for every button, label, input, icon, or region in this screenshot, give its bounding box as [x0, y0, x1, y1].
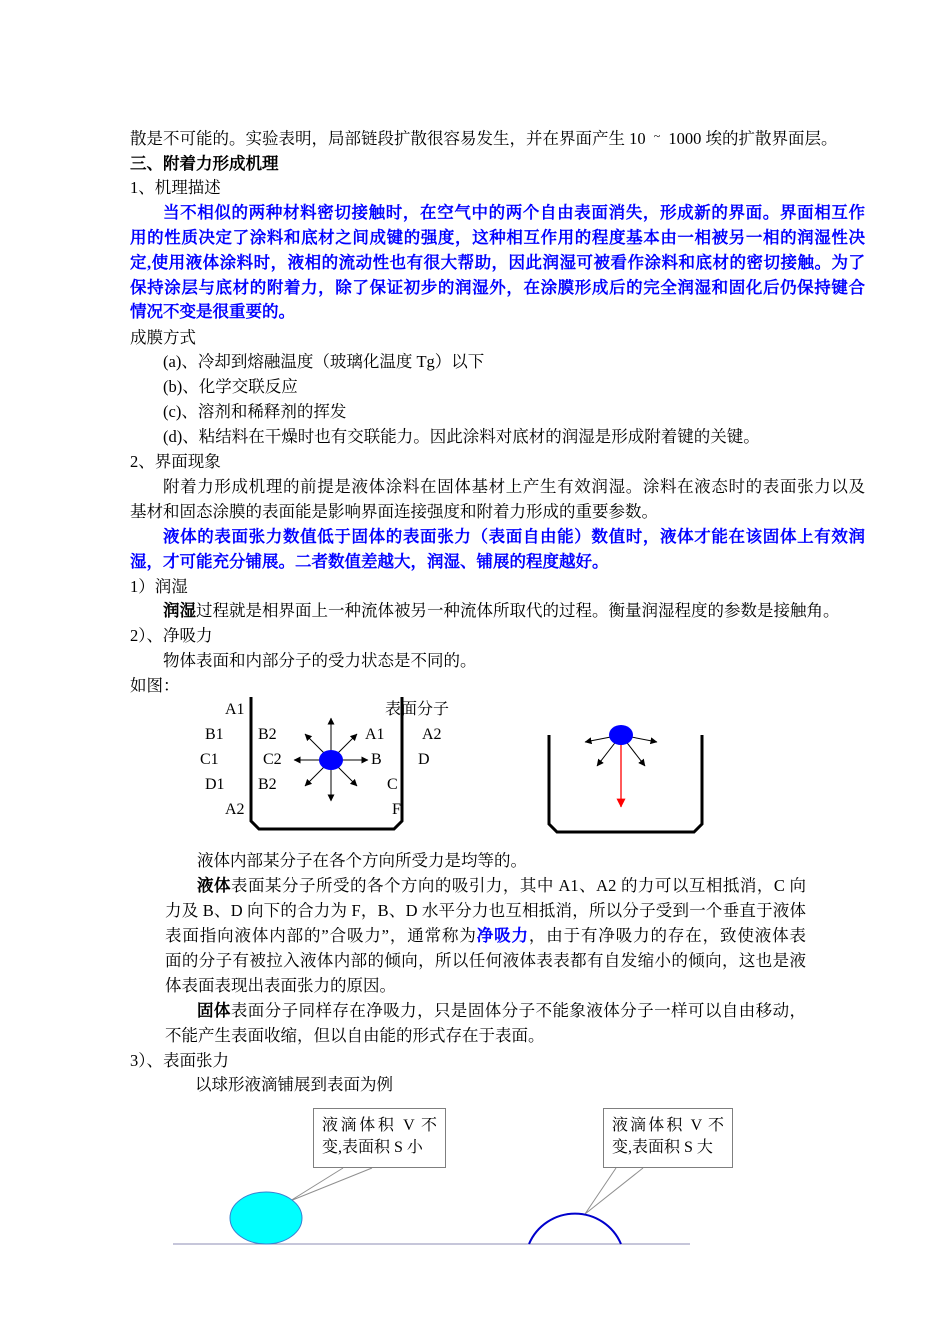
force-label: A2	[422, 726, 442, 743]
intro-text-before: 散是不可能的。实验表明，局部链段扩散很容易发生，并在界面产生 10	[130, 129, 650, 148]
interface-emphasis-line: 液体的表面张力数值低于固体的表面张力（表面自由能）数值时，液体才能在该固体上有效润	[163, 527, 865, 546]
intro-text-after: 1000 埃的扩散界面层。	[664, 129, 838, 148]
spread-droplet	[529, 1214, 621, 1244]
film-formation-item: (a)、冷却到熔融温度（玻璃化温度 Tg）以下	[163, 352, 485, 371]
mechanism-description-line: 用的性质决定了涂料和底材之间成键的强度，这种相互作用的程度基本由一相被另一相的润湿性决	[130, 228, 865, 247]
solid-surface-line: 不能产生表面收缩，但以自由能的形式存在于表面。	[165, 1026, 545, 1045]
force-label: A1	[365, 726, 385, 743]
solid-surface-line	[197, 998, 806, 1023]
interface-text-line: 基材和固态涂膜的表面能是影响界面连接强度和附着力形成的重要参数。	[130, 502, 658, 521]
liquid-surface-line	[165, 923, 806, 948]
solid-term: 固体	[197, 1001, 231, 1020]
interior-molecule	[319, 750, 343, 770]
interface-heading: 2、界面现象	[130, 452, 221, 471]
net-attraction-term: 净吸力	[476, 926, 529, 945]
net-force-figure	[0, 690, 950, 850]
force-label: A2	[225, 801, 245, 818]
force-label: B1	[205, 726, 224, 743]
surface-molecule	[609, 725, 633, 745]
force-label: D	[418, 751, 430, 768]
tilde-symbol: ~	[653, 129, 661, 143]
mechanism-heading: 1、机理描述	[130, 178, 221, 197]
surface-tension-heading: 3）、表面张力	[130, 1051, 229, 1070]
interface-text-line: 附着力形成机理的前提是液体涂料在固体基材上产生有效润湿。涂料在液态时的表面张力以及	[163, 477, 865, 496]
interior-force-note: 液体内部某分子在各个方向所受力是均等的。	[197, 851, 527, 870]
callout-text: 液滴体积 V 不	[612, 1117, 724, 1134]
liquid-surface-text: 表面指向液体内部的”合吸力”，通常称为	[165, 926, 477, 945]
surface-tension-example: 以球形液滴铺展到表面为例	[195, 1075, 393, 1094]
callout-box-large-area	[603, 1108, 733, 1168]
mechanism-description-line: 保持涂层与底材的附着力，除了保证初步的润湿外，在涂膜形成后的完全润湿和固化后仍保持键合	[130, 278, 865, 297]
force-label: C	[387, 776, 398, 793]
spherical-droplet	[230, 1192, 302, 1244]
force-label: F	[392, 801, 401, 818]
mechanism-description-line: 情况不变是很重要的。	[130, 302, 295, 321]
liquid-surface-text: ，由于有净吸力的存在，致使液体表	[528, 926, 807, 945]
intro-line	[130, 126, 838, 151]
force-label: B2	[258, 776, 277, 793]
solid-surface-text: 表面分子同样存在净吸力，只是固体分子不能象液体分子一样可以自由移动，	[230, 1001, 807, 1020]
force-label: D1	[205, 776, 225, 793]
callout-text: 变,表面积 S 小	[322, 1139, 423, 1156]
callout-pointer	[290, 1168, 372, 1201]
film-formation-item: (d)、粘结料在干燥时也有交联能力。因此涂料对底材的润湿是形成附着键的关键。	[163, 427, 760, 446]
force-label: B2	[258, 726, 277, 743]
net-attraction-intro-line: 物体表面和内部分子的受力状态是不同的。	[163, 651, 477, 670]
liquid-surface-line: 面的分子有被拉入液体内部的倾向，所以任何液体表表都有自发缩小的倾向，这也是液	[165, 951, 806, 970]
surface-molecule-label: 表面分子	[385, 701, 450, 718]
net-attraction-heading: 2）、净吸力	[130, 626, 213, 645]
mechanism-description-line: 定,使用液体涂料时，液相的流动性也有很大帮助，因此润湿可被看作涂料和底材的密切接触。为了	[130, 253, 865, 272]
wetting-heading: 1）润湿	[130, 577, 188, 596]
force-label: C1	[200, 751, 219, 768]
mechanism-description-line: 当不相似的两种材料密切接触时，在空气中的两个自由表面消失，形成新的界面。界面相互作	[163, 203, 865, 222]
film-formation-heading: 成膜方式	[130, 328, 196, 347]
force-label: C2	[263, 751, 282, 768]
callout-pointer	[585, 1168, 643, 1214]
wetting-term: 润湿	[163, 601, 196, 620]
film-formation-item: (c)、溶剂和稀释剂的挥发	[163, 402, 347, 421]
section-heading: 三、附着力形成机理	[130, 154, 279, 173]
droplet-figure	[0, 1100, 950, 1260]
callout-text: 液滴体积 V 不	[322, 1117, 437, 1134]
force-label: A1	[225, 701, 245, 718]
film-formation-item: (b)、化学交联反应	[163, 377, 298, 396]
surface-liquid-container	[549, 735, 702, 832]
callout-box-small-area	[313, 1108, 446, 1168]
liquid-surface-text: 表面某分子所受的各个方向的吸引力，其中 A1、A2 的力可以互相抵消，C 向	[231, 876, 807, 895]
callout-text: 变,表面积 S 大	[612, 1139, 713, 1156]
liquid-surface-line: 体表面表现出表面张力的原因。	[165, 976, 396, 995]
liquid-surface-line	[197, 873, 806, 898]
liquid-term: 液体	[197, 876, 231, 895]
figure-intro-label: 如图：	[130, 676, 180, 695]
wetting-definition-line	[163, 598, 840, 623]
interface-emphasis-line: 湿，才可能充分铺展。二者数值差越大，润湿、铺展的程度越好。	[130, 552, 609, 571]
liquid-surface-line: 力及 B、D 向下的合力为 F，B、D 水平分力也互相抵消，所以分子受到一个垂直于液体	[165, 901, 806, 920]
wetting-definition: 过程就是相界面上一种流体被另一种流体所取代的过程。衡量润湿程度的参数是接触角。	[196, 601, 840, 620]
force-label: B	[371, 751, 382, 768]
